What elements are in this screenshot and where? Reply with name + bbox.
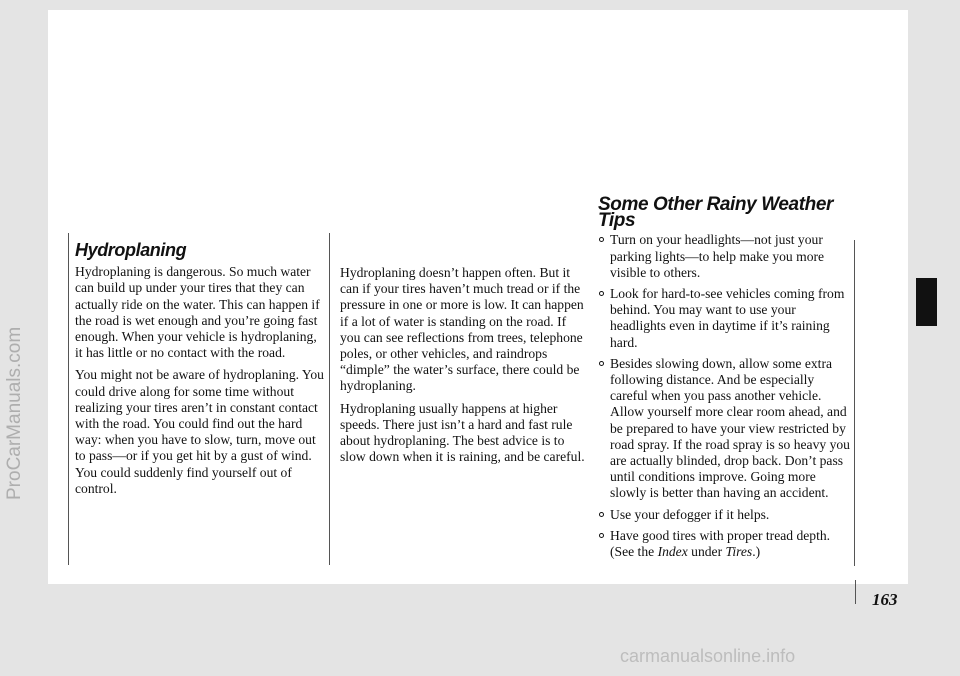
tires-reference: Tires xyxy=(725,544,753,560)
left-paragraph-2: You might not be aware of hydroplaning. You could drive along for some time without realizing your tires aren’t in constant contact with the road. You could find out the hard way: when you have to slow, turn, move out to pass—or if you get hit by a gust of wind. You could suddenly find yourself out of control. xyxy=(75,367,324,496)
list-item: Have good tires with proper tread depth. (See the Index under Tires.) xyxy=(598,528,850,560)
tips-list xyxy=(598,232,850,560)
list-item: Use your defogger if it helps. xyxy=(598,507,850,523)
left-column xyxy=(75,242,325,503)
list-item: Turn on your headlights—not just your parking lights—to help make you more visible to others. xyxy=(598,232,850,281)
page-number-rule xyxy=(855,580,856,604)
bullet-icon xyxy=(599,237,604,242)
page-number: 163 xyxy=(872,590,898,609)
left-paragraph-1: Hydroplaning is dangerous. So much water can build up under your tires that they can actually ride on the water. This can happen if the road is wet enough and you’re going fast enough. When your vehicle is hydroplaning, it has little or no contact with the road. xyxy=(75,264,320,361)
column-rule-right xyxy=(854,240,855,566)
middle-column xyxy=(340,265,586,471)
bullet-icon xyxy=(599,361,604,366)
middle-paragraph-2: Hydroplaning usually happens at higher speeds. There just isn’t a hard and fast rule about hydroplaning. The best advice is to slow down when it is raining, and be careful. xyxy=(340,400,585,465)
rainy-weather-tips-heading: Some Other Rainy Weather Tips xyxy=(598,194,834,232)
middle-paragraph-1: Hydroplaning doesn’t happen often. But it can if your tires haven’t much tread or if the pressure in one or more is low. It can happen if a lot of water is standing on the road. If you can see reflections from trees, telephone poles, or other vehicles, and raindrops “dimple” the water’s surface, there could be hydroplaning. xyxy=(340,265,584,394)
section-tab-marker xyxy=(916,278,937,326)
list-item: Besides slowing down, allow some extra following distance. And be especially careful when you pass another vehicle. Allow yourself more clear room ahead, and be prepared to have your view restricted by road spray. If the road spray is so heavy you are actually blinded, drop back. Don’t pass until conditions improve. Going more slowly is better than having an accident. xyxy=(598,356,850,502)
side-watermark: ProCarManuals.com xyxy=(4,326,25,500)
column-rule-middle xyxy=(329,233,330,565)
footer-watermark: carmanualsonline.info xyxy=(620,646,796,666)
right-column xyxy=(598,194,850,565)
index-reference: Index xyxy=(657,544,688,560)
hydroplaning-heading: Hydroplaning xyxy=(75,240,187,260)
bullet-icon xyxy=(599,533,604,538)
list-item: Look for hard-to-see vehicles coming from behind. You may want to use your headlights even in daytime if it’s raining hard. xyxy=(598,286,850,351)
column-rule-left xyxy=(68,233,69,565)
bullet-icon xyxy=(599,512,604,517)
bullet-icon xyxy=(599,291,604,296)
